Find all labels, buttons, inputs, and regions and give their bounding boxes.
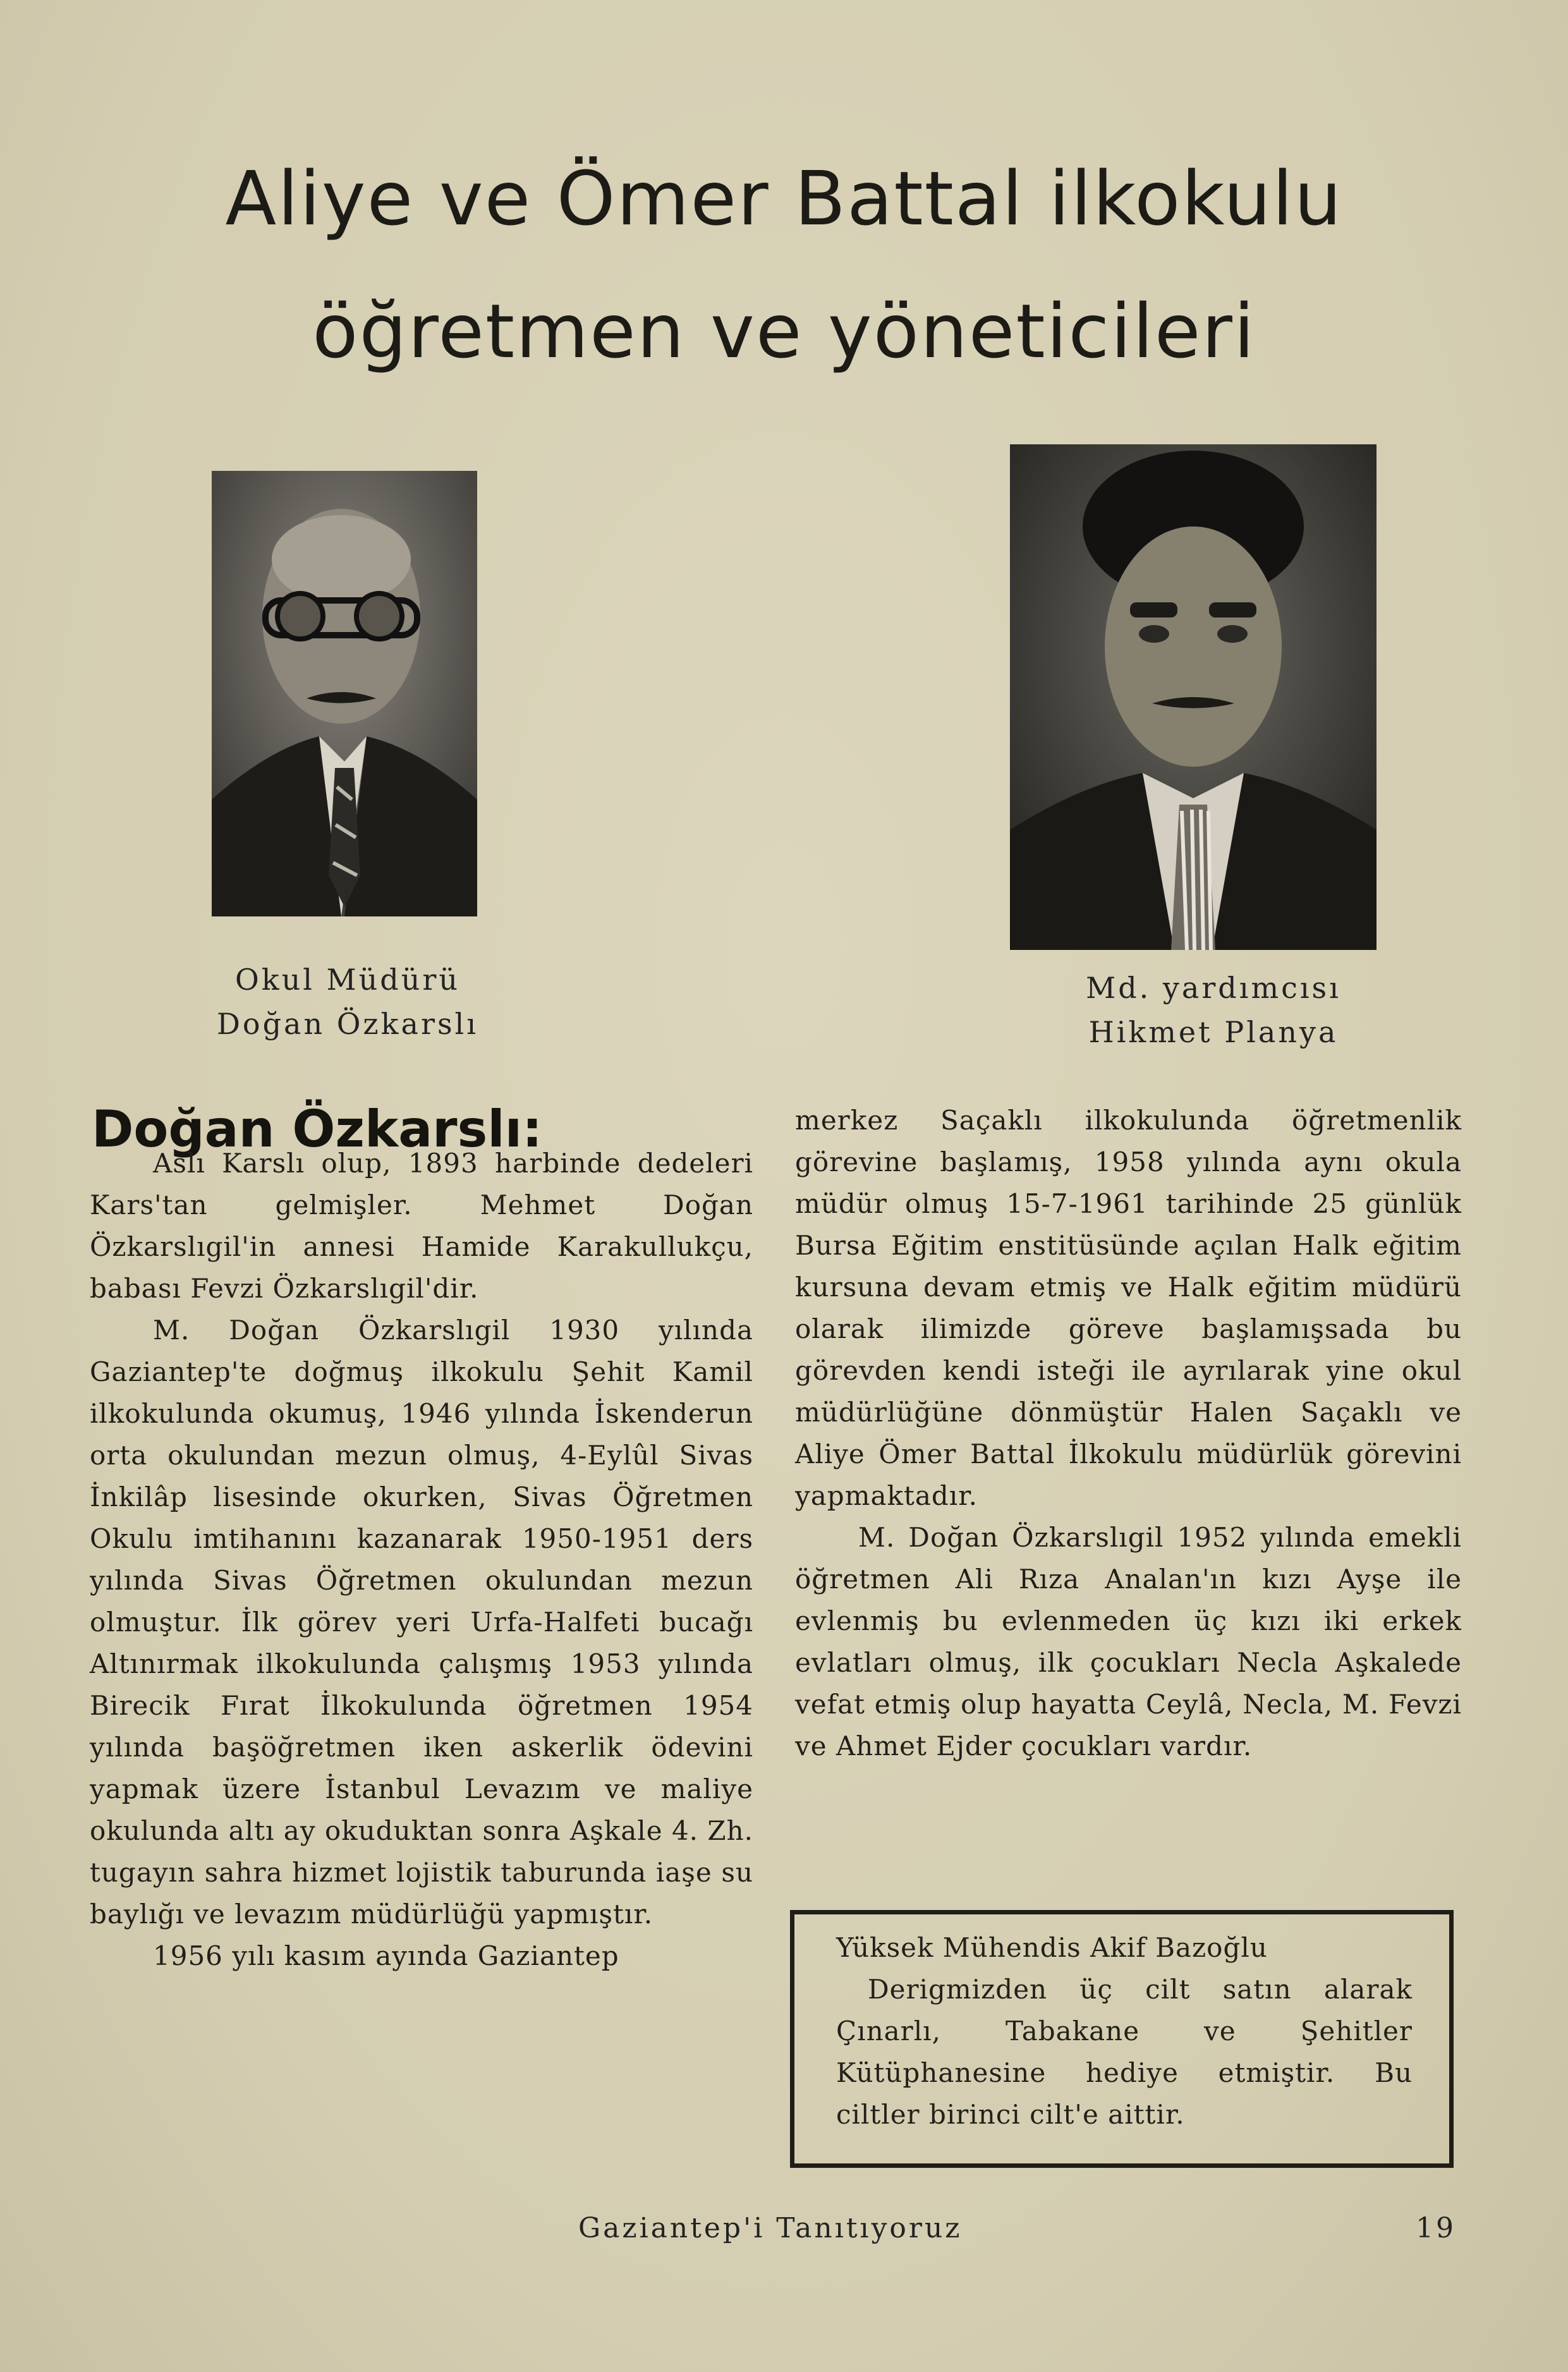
article-paragraph: M. Doğan Özkarslıgil 1930 yılında Gaziantep'te doğmuş ilkokulu Şehit Kamil ilkokulunda okumuş, 1946 yılında İskenderun orta okulundan mezun olmuş, 4-Eylûl Sivas İnkilâp lisesinde okurken, Sivas Öğretmen Okulu imtihanını kazanarak 1950-1951 ders yılında Sivas Öğretmen okulundan mezun olmuştur. İlk görev yeri Urfa-Halfeti bucağı Altınırmak ilkokulunda çalışmış 1953 yılında Birecik Fırat İlkokulunda öğretmen 1954 yılında başöğretmen iken askerlik ödevini yapmak üzere İstanbul Levazım ve maliye okulunda altı ay okuduktan sonra Aşkale 4. Zh. tugayın sahra hizmet lojistik taburunda iaşe su baylığı ve levazım müdürlüğü yapmıştır. [90,1315,753,1930]
page-title-line-2: öğretmen ve yöneticileri [312,288,1256,375]
article-paragraph: 1956 yılı kasım ayında Gaziantep [153,1940,619,1971]
article-paragraph: Aslı Karslı olup, 1893 harbinde dedeleri Kars'tan gelmişler. Mehmet Doğan Özkarslıgil'in annesi Hamide Karakullukçu, babası Fevzi Özkarslıgil'dir. [90,1148,753,1304]
portrait-vice-principal-image [1010,444,1377,950]
caption-vice-principal-name: Hikmet Planya [1088,1015,1339,1049]
footer-publication-title: Gaziantep'i Tanıtıyoruz [578,2212,963,2244]
notice-box [790,1910,1454,2168]
article-heading: Doğan Özkarslı: [92,1100,543,1159]
notice-body: Derigmizden üç cilt satın alarak Çınarlı, Tabakane ve Şehitler Kütüphanesine hediye etmiştir. Bu ciltler birinci cilt'e aittir. [836,1974,1413,2130]
portrait-photo-principal [212,471,477,916]
caption-principal-role: Okul Müdürü [235,963,460,997]
caption-vice-principal-role: Md. yardımcısı [1086,971,1341,1005]
article-paragraph: M. Doğan Özkarslıgil 1952 yılında emekli öğretmen Ali Rıza Analan'ın kızı Ayşe ile evlenmiş bu evlenmeden üç kızı iki erkek evlatları olmuş, ilk çocukları Necla Aşkalede vefat etmiş olup hayatta Ceylâ, Necla, M. Fevzi ve Ahmet Ejder çocukları vardır. [795,1522,1462,1761]
caption-vice-principal [1036,966,1390,1054]
portrait-photo-vice-principal [1010,444,1377,950]
caption-principal-name: Doğan Özkarslı [217,1007,478,1041]
article-paragraph: merkez Saçaklı ilkokulunda öğretmenlik görevine başlamış, 1958 yılında aynı okula müdür olmuş 15-7-1961 tarihinde 25 günlük Bursa Eğitim enstitüsünde açılan Halk eğitim kursuna devam etmiş ve Halk eğitim müdürü olarak ilimizde göreve başlamışsada bu görevden kendi isteği ile ayrılarak yine okul müdürlüğüne dönmüştür Halen Saçaklı ve Aliye Ömer Battal İlkokulu müdürlük görevini yapmaktadır. [795,1105,1462,1511]
page-number: 19 [1416,2212,1456,2244]
portrait-principal-image [212,471,477,916]
notice-line: Yüksek Mühendis Akif Bazoğlu [836,1932,1268,1963]
page-title-line-1: Aliye ve Ömer Battal ilkokulu [225,155,1343,242]
caption-principal [190,958,506,1046]
article-column-right [795,1100,1462,1767]
article-column-left [90,1143,753,1977]
